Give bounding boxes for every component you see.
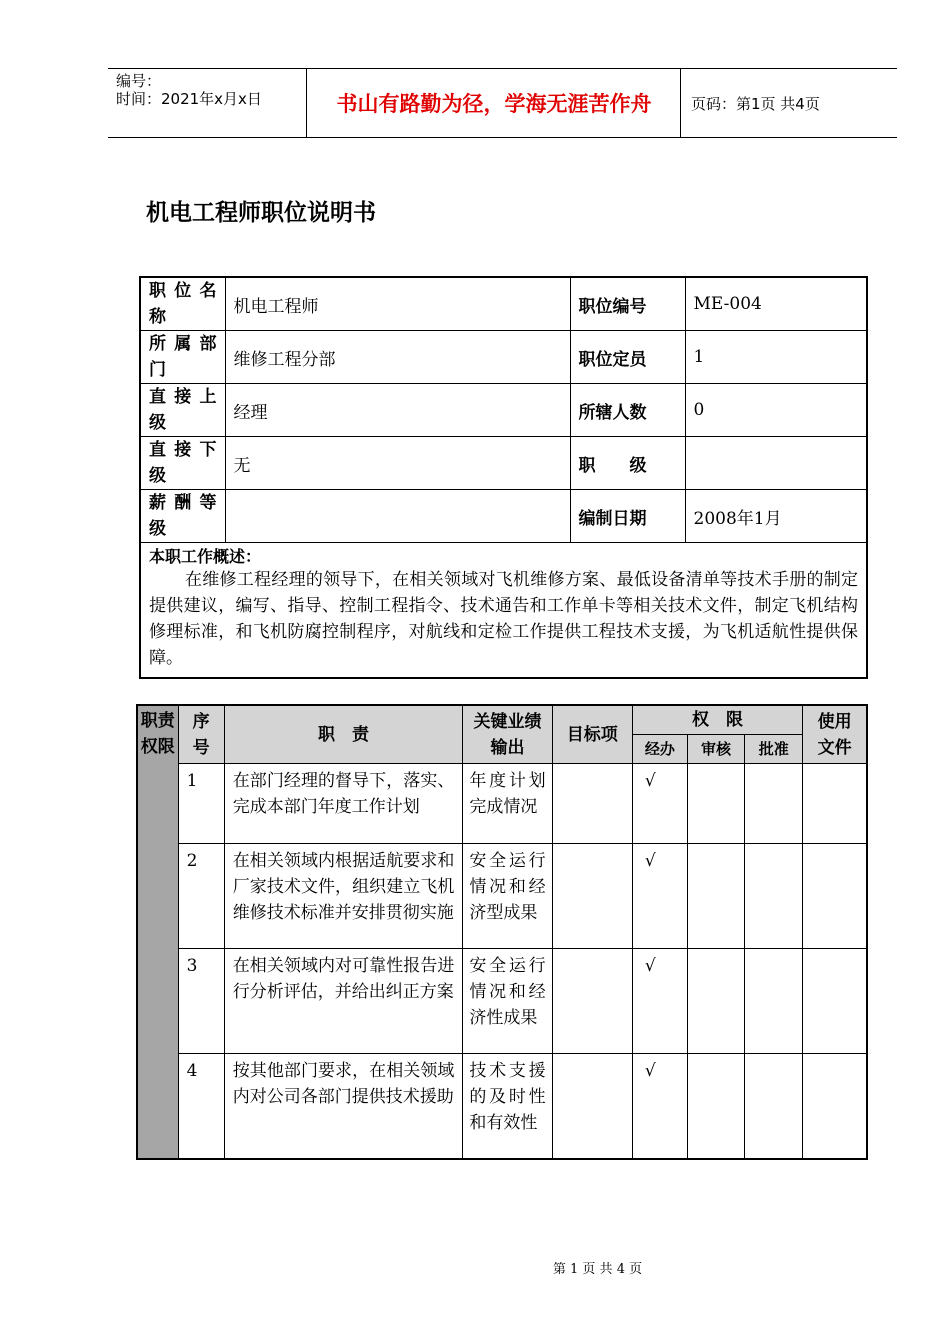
duty-docs <box>803 764 867 844</box>
info-row <box>140 437 867 490</box>
info-row <box>140 490 867 543</box>
info-label: 直接上级 <box>140 384 225 437</box>
info-value: ME-004 <box>685 277 867 331</box>
header-docs: 使用文件 <box>803 705 867 764</box>
duty-text: 在部门经理的督导下，落实、完成本部门年度工作计划 <box>224 764 463 844</box>
header-target: 目标项 <box>552 705 632 764</box>
info-value: 经理 <box>225 384 570 437</box>
duty-handle-check: √ <box>632 949 687 1054</box>
duty-output: 安全运行情况和经济性成果 <box>463 949 552 1054</box>
duty-docs <box>803 844 867 949</box>
header-seq: 序号 <box>178 705 224 764</box>
duty-review <box>687 1054 744 1159</box>
doc-time-label: 时间：2021年x月x日 <box>116 90 262 108</box>
duty-review <box>687 764 744 844</box>
duty-seq: 4 <box>178 1054 224 1159</box>
duty-output: 安全运行情况和经济型成果 <box>463 844 552 949</box>
duty-target <box>552 764 632 844</box>
header-page-label: 页码：第1页 共4页 <box>691 94 820 113</box>
duty-handle-check: √ <box>632 844 687 949</box>
summary-row <box>140 543 867 679</box>
doc-number-label: 编号： <box>116 72 162 90</box>
header-authority: 权 限 <box>632 705 802 735</box>
duty-target <box>552 949 632 1054</box>
duty-review <box>687 949 744 1054</box>
info-label: 薪酬等级 <box>140 490 225 543</box>
duty-text: 按其他部门要求，在相关领域内对公司各部门提供技术援助 <box>224 1054 463 1159</box>
header-duty: 职 责 <box>224 705 463 764</box>
header-output: 关键业绩输出 <box>463 705 552 764</box>
summary-heading: 本职工作概述： <box>149 547 262 566</box>
footer-page-number: 第 1 页 共 4 页 <box>552 1262 643 1277</box>
duty-target <box>552 1054 632 1159</box>
duty-output: 年度计划完成情况 <box>463 764 552 844</box>
table-row <box>137 764 867 844</box>
info-label: 所辖人数 <box>570 384 685 437</box>
info-label: 职位名称 <box>140 277 225 331</box>
info-label: 所属部门 <box>140 331 225 384</box>
duty-approve <box>745 844 803 949</box>
page-header <box>108 68 897 138</box>
header-approve: 批准 <box>745 735 803 764</box>
info-value <box>225 490 570 543</box>
duty-seq: 3 <box>178 949 224 1054</box>
duty-target <box>552 844 632 949</box>
duty-seq: 1 <box>178 764 224 844</box>
summary-body: 在维修工程经理的领导下，在相关领域对飞机维修方案、最低设备清单等技术手册的制定提供建议，编写、指导、控制工程指令、技术通告和工作单卡等相关技术文件，制定飞机结构修理标准，和飞机防腐控制程序，对航线和定检工作提供工程技术支援，为飞机适航性提供保障。 <box>149 570 858 668</box>
page-footer <box>0 1258 950 1277</box>
info-row <box>140 384 867 437</box>
table-row <box>137 844 867 949</box>
duty-text: 在相关领域内对可靠性报告进行分析评估，并给出纠正方案 <box>224 949 463 1054</box>
info-value: 0 <box>685 384 867 437</box>
duty-docs <box>803 949 867 1054</box>
info-label: 职位编号 <box>570 277 685 331</box>
table-row <box>137 949 867 1054</box>
info-value: 无 <box>225 437 570 490</box>
duty-text: 在相关领域内根据适航要求和厂家技术文件，组织建立飞机维修技术标准并安排贯彻实施 <box>224 844 463 949</box>
info-value: 维修工程分部 <box>225 331 570 384</box>
duties-side-label: 职责权限 <box>137 705 178 1159</box>
position-info-table <box>139 276 868 679</box>
duty-approve <box>745 764 803 844</box>
duty-handle-check: √ <box>632 764 687 844</box>
info-value: 机电工程师 <box>225 277 570 331</box>
duty-approve <box>745 949 803 1054</box>
header-meta <box>108 69 307 137</box>
info-value: 2008年1月 <box>685 490 867 543</box>
info-label: 职 级 <box>570 437 685 490</box>
duty-handle-check: √ <box>632 1054 687 1159</box>
info-value <box>685 437 867 490</box>
duties-header-row <box>137 705 867 735</box>
header-motto: 书山有路勤为径，学海无涯苦作舟 <box>308 69 681 137</box>
header-review: 审核 <box>687 735 744 764</box>
job-summary <box>140 543 867 679</box>
table-row <box>137 1054 867 1159</box>
info-label: 直接下级 <box>140 437 225 490</box>
header-handle: 经办 <box>632 735 687 764</box>
info-label: 编制日期 <box>570 490 685 543</box>
duty-docs <box>803 1054 867 1159</box>
duty-output: 技术支援的及时性和有效性 <box>463 1054 552 1159</box>
duty-review <box>687 844 744 949</box>
duty-approve <box>745 1054 803 1159</box>
document-title: 机电工程师职位说明书 <box>146 200 376 226</box>
info-label: 职位定员 <box>570 331 685 384</box>
info-value: 1 <box>685 331 867 384</box>
info-row <box>140 331 867 384</box>
info-row <box>140 277 867 331</box>
duties-table <box>136 704 868 1160</box>
duty-seq: 2 <box>178 844 224 949</box>
